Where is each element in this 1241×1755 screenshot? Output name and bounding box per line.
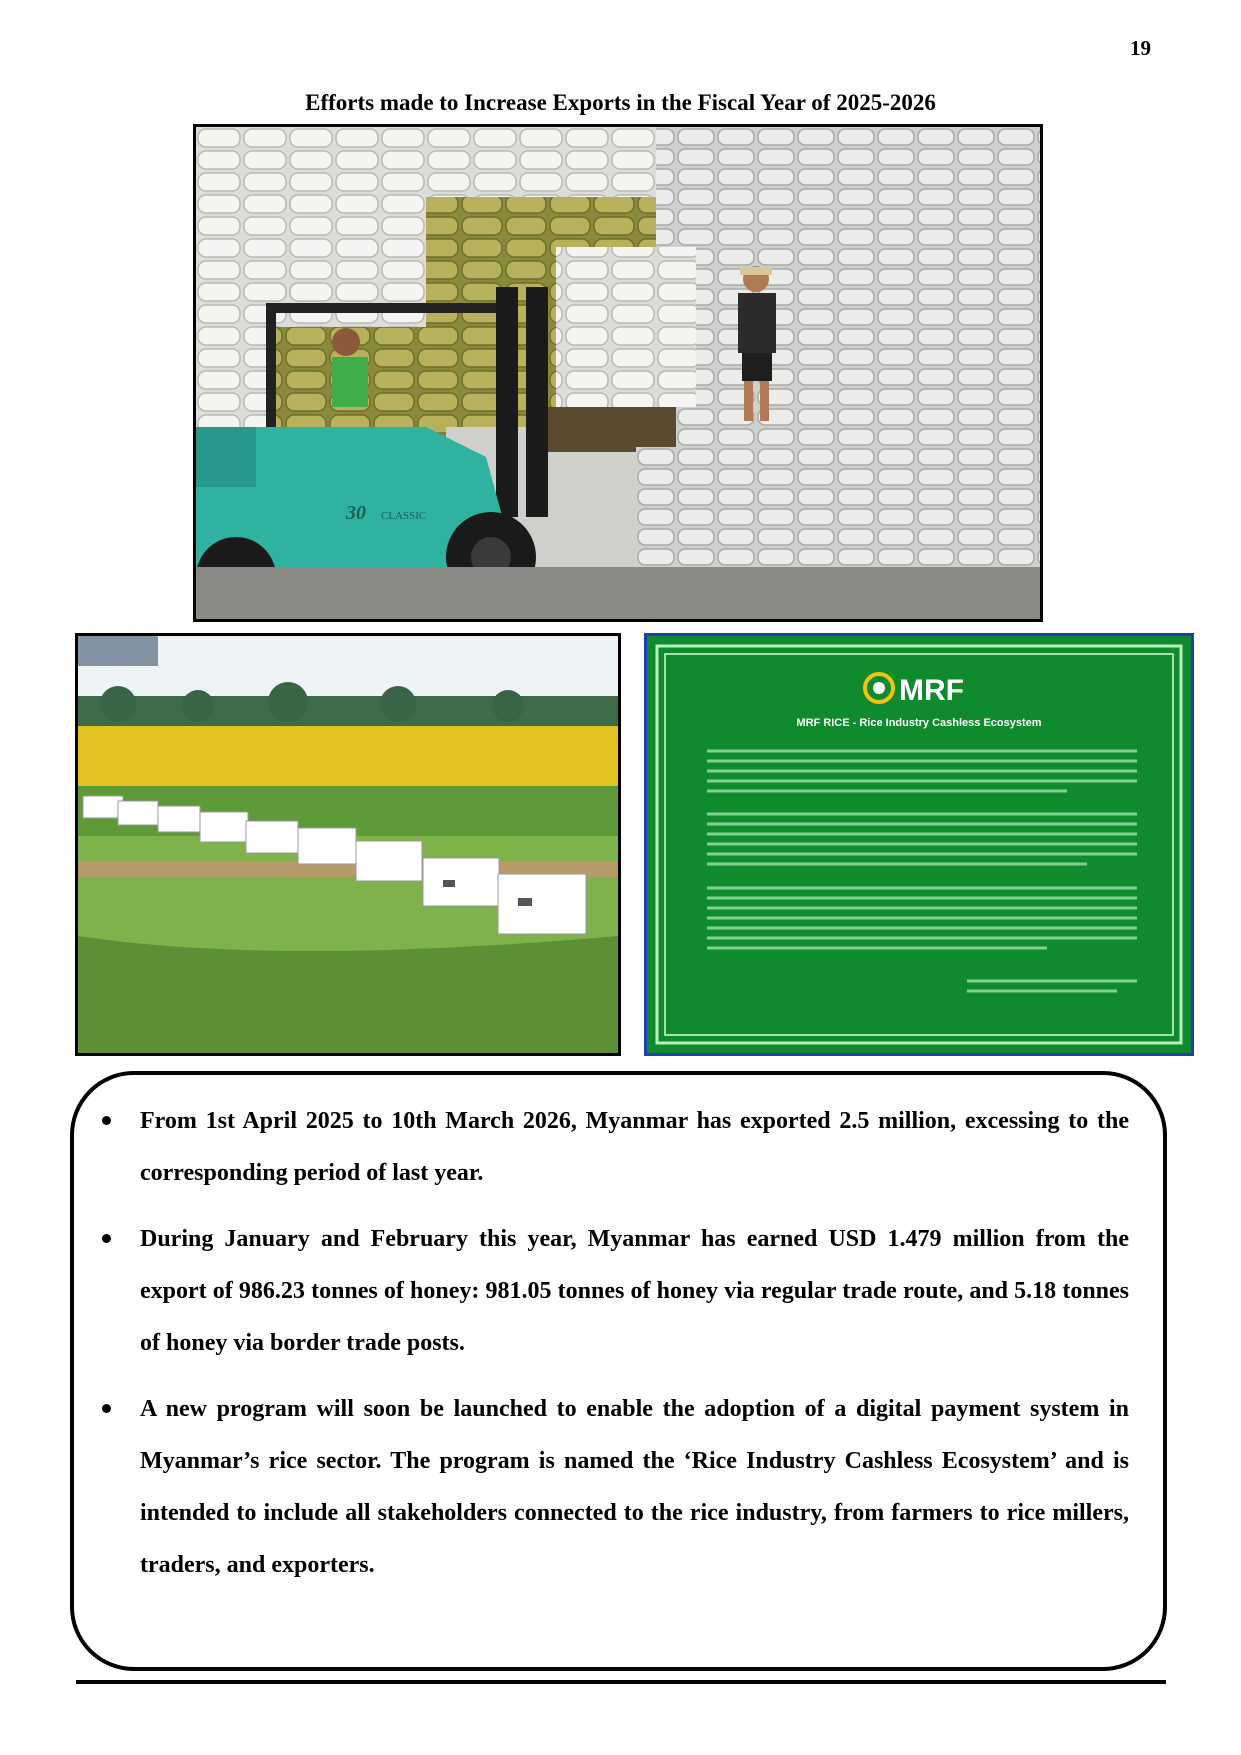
page-title: Efforts made to Increase Exports in the Fiscal Year of 2025-2026: [305, 90, 936, 115]
bottom-rule: [76, 1680, 1166, 1684]
bullet-item: [74, 1213, 1163, 1369]
bullet-list: [74, 1095, 1163, 1605]
bullet-text: During January and February this year, Myanmar has earned USD 1.479 million from the export of 986.23 tonnes of honey: 981.05 tonnes of honey via regular trade route, and 5.18 tonnes of honey via border trade posts.: [140, 1226, 1129, 1356]
bullets-box: [70, 1071, 1167, 1671]
mrf-poster-photo: [644, 633, 1194, 1056]
page-number: 19: [1130, 36, 1151, 60]
bullet-item: [74, 1095, 1163, 1199]
bullet-text: A new program will soon be launched to enable the adoption of a digital payment system in Myanmar’s rice sector. The program is named the ‘Rice Industry Cashless Ecosystem’ and is intended to include all stakeholders connected to the rice industry, from farmers to rice millers, traders, and exporters.: [140, 1396, 1129, 1578]
bullet-text: From 1st April 2025 to 10th March 2026, Myanmar has exported 2.5 million, excessing to the corresponding period of last year.: [140, 1108, 1129, 1186]
bee-hives-illustration: [78, 636, 618, 1053]
forklift-brand: CLASSIC: [381, 510, 427, 522]
mrf-logo-text: MRF: [899, 674, 964, 707]
bullet-item: [74, 1383, 1163, 1591]
rice-warehouse-photo: [193, 124, 1043, 622]
bullet-icon: [102, 1404, 111, 1413]
rice-warehouse-illustration: [196, 127, 1040, 619]
bullet-icon: [102, 1234, 111, 1243]
forklift-badge: 30: [346, 502, 366, 524]
mrf-poster-heading: MRF RICE - Rice Industry Cashless Ecosystem: [796, 717, 1042, 729]
mrf-poster-illustration: [647, 636, 1191, 1053]
bullet-icon: [102, 1116, 111, 1125]
bee-hives-photo: [75, 633, 621, 1056]
